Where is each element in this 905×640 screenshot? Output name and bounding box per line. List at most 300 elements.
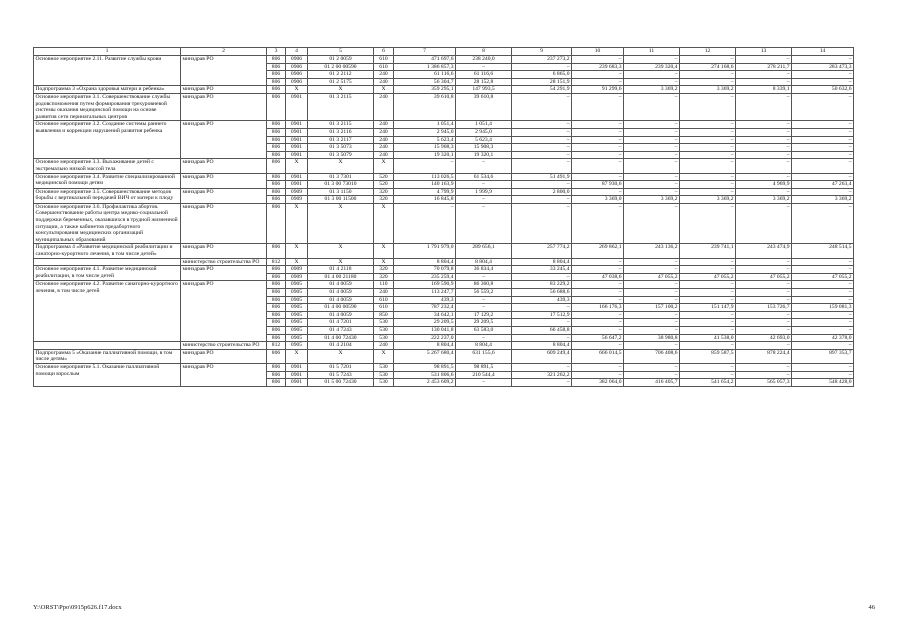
value-cell: – (736, 319, 792, 327)
value-cell: – (512, 203, 572, 244)
value-cell: 0901 (286, 144, 308, 152)
value-cell: 47 055,2 (680, 273, 736, 281)
value-cell: – (512, 363, 572, 371)
value-cell: – (680, 371, 736, 379)
value-cell: – (792, 289, 854, 297)
value-cell: 87 930,6 (572, 181, 624, 189)
value-cell: 110 (374, 281, 394, 289)
value-cell: – (456, 296, 512, 304)
value-cell: Х (374, 349, 394, 363)
value-cell: 8 804,4 (456, 342, 512, 350)
value-cell: – (394, 159, 456, 173)
value-cell: – (572, 296, 624, 304)
value-cell: 159 081,3 (792, 304, 854, 312)
executor-cell: минздрав РО (181, 363, 267, 386)
value-cell: – (456, 334, 512, 342)
value-cell: – (736, 258, 792, 266)
value-cell: – (624, 319, 680, 327)
value-cell: – (512, 63, 572, 71)
value-cell: Х (374, 86, 394, 94)
value-cell: 8 804,4 (512, 258, 572, 266)
value-cell: – (624, 281, 680, 289)
value-cell: – (512, 319, 572, 327)
program-name-cell: Основное мероприятие 5.1. Оказание паллиативной помощи взрослым (34, 363, 181, 386)
value-cell: – (792, 71, 854, 79)
value-cell: 520 (374, 173, 394, 181)
column-number-cell: 3 (267, 48, 286, 56)
budget-table (33, 47, 854, 387)
column-number-cell: 12 (680, 48, 736, 56)
value-cell: – (736, 281, 792, 289)
value-cell: 66 458,8 (512, 326, 572, 334)
value-cell: 610 (374, 56, 394, 64)
value-cell: 01 4 00 21180 (308, 273, 374, 281)
value-cell: 86 360,8 (456, 281, 512, 289)
value-cell: 147 993,5 (456, 86, 512, 94)
column-number-cell: 9 (512, 48, 572, 56)
value-cell: 01 5 7243 (308, 371, 374, 379)
value-cell: 8 339,1 (736, 86, 792, 94)
value-cell: 01 3 00 73010 (308, 181, 374, 189)
value-cell: 609 249,4 (512, 349, 572, 363)
value-cell: 01 4 2104 (308, 342, 374, 350)
value-cell: – (456, 273, 512, 281)
value-cell: – (624, 266, 680, 274)
value-cell: 806 (267, 159, 286, 173)
executor-cell: минздрав РО (181, 159, 267, 173)
value-cell: – (736, 289, 792, 297)
value-cell: – (792, 159, 854, 173)
value-cell: – (680, 173, 736, 181)
value-cell: 5 623,4 (394, 136, 456, 144)
table-row (34, 93, 854, 120)
value-cell: 2 945,0 (394, 128, 456, 136)
value-cell: – (512, 121, 572, 129)
value-cell: 83 229,2 (512, 281, 572, 289)
value-cell: – (736, 311, 792, 319)
value-cell: 806 (267, 181, 286, 189)
value-cell: – (624, 296, 680, 304)
value-cell: 240 (374, 78, 394, 86)
program-name-cell: Подпрограмма 3 «Охрана здоровья матери и ребенка» (34, 86, 181, 94)
value-cell: – (572, 363, 624, 371)
value-cell: 0905 (286, 342, 308, 350)
value-cell: 530 (374, 379, 394, 387)
value-cell: – (512, 93, 572, 120)
value-cell: Х (286, 244, 308, 258)
value-cell: 47 055,2 (624, 273, 680, 281)
value-cell: 806 (267, 379, 286, 387)
value-cell: – (792, 258, 854, 266)
value-cell: 541 654,2 (680, 379, 736, 387)
value-cell: 806 (267, 136, 286, 144)
value-cell: 320 (374, 188, 394, 196)
value-cell: – (792, 281, 854, 289)
value-cell: – (572, 258, 624, 266)
value-cell: 0905 (286, 296, 308, 304)
value-cell: – (572, 319, 624, 327)
value-cell: 240 (374, 71, 394, 79)
value-cell: 806 (267, 266, 286, 274)
value-cell: 530 (374, 319, 394, 327)
program-name-cell: Подпрограмма 5 «Оказание паллиативной помощи, в том числе детям» (34, 349, 181, 363)
value-cell: – (792, 371, 854, 379)
column-number-cell: 4 (286, 48, 308, 56)
value-cell: 806 (267, 326, 286, 334)
value-cell: 6 865,0 (512, 71, 572, 79)
value-cell: 0906 (286, 63, 308, 71)
value-cell: 98 891,5 (394, 363, 456, 371)
value-cell: 29 209,5 (456, 319, 512, 327)
column-number-cell: 6 (374, 48, 394, 56)
value-cell: 0909 (286, 273, 308, 281)
value-cell: 897 353,7 (792, 349, 854, 363)
value-cell: 01 4 7243 (308, 326, 374, 334)
value-cell: 3 369,2 (736, 196, 792, 204)
value-cell: – (680, 289, 736, 297)
value-cell: – (512, 136, 572, 144)
value-cell: 283 473,3 (792, 63, 854, 71)
value-cell: – (512, 181, 572, 189)
value-cell: 01 4 0059 (308, 296, 374, 304)
value-cell: 248 514,5 (792, 244, 854, 258)
value-cell: 806 (267, 304, 286, 312)
value-cell: – (736, 93, 792, 120)
value-cell: 610 (374, 304, 394, 312)
value-cell: – (572, 326, 624, 334)
value-cell: 15 908,3 (394, 144, 456, 152)
value-cell: 439,3 (394, 296, 456, 304)
value-cell: – (680, 266, 736, 274)
value-cell: – (792, 121, 854, 129)
value-cell: – (736, 136, 792, 144)
value-cell: 530 (374, 326, 394, 334)
value-cell: 91 299,6 (572, 86, 624, 94)
value-cell: 16 845,8 (394, 196, 456, 204)
value-cell: 1 051,4 (394, 121, 456, 129)
value-cell: 565 057,3 (736, 379, 792, 387)
value-cell: 41 538,0 (680, 334, 736, 342)
value-cell: – (624, 151, 680, 159)
value-cell: – (680, 71, 736, 79)
value-cell: – (792, 93, 854, 120)
column-number-cell: 2 (181, 48, 267, 56)
value-cell: 33 245,4 (512, 266, 572, 274)
value-cell: 274 168,6 (680, 63, 736, 71)
value-cell: 153 726,7 (736, 304, 792, 312)
value-cell: – (512, 273, 572, 281)
value-cell: 520 (374, 181, 394, 189)
value-cell: 2 453 609,2 (394, 379, 456, 387)
value-cell: 5 267 680,4 (394, 349, 456, 363)
value-cell: Х (286, 349, 308, 363)
value-cell: 51 491,9 (512, 173, 572, 181)
value-cell: 806 (267, 281, 286, 289)
executor-cell: минздрав РО (181, 244, 267, 258)
value-cell: – (680, 363, 736, 371)
value-cell: 806 (267, 289, 286, 297)
executor-cell: минздрав РО (181, 56, 267, 86)
value-cell: – (624, 289, 680, 297)
value-cell: – (572, 289, 624, 297)
value-cell: 787 232,4 (394, 304, 456, 312)
value-cell: 0901 (286, 363, 308, 371)
value-cell: – (736, 326, 792, 334)
value-cell: 34 642,1 (394, 311, 456, 319)
column-number-cell: 13 (736, 48, 792, 56)
value-cell: – (624, 363, 680, 371)
value-cell: – (572, 93, 624, 120)
value-cell: 382 064,0 (572, 379, 624, 387)
value-cell: 806 (267, 151, 286, 159)
value-cell: 806 (267, 311, 286, 319)
value-cell: Х (374, 258, 394, 266)
value-cell: – (572, 56, 624, 64)
value-cell: 530 (374, 371, 394, 379)
value-cell: – (736, 151, 792, 159)
value-cell: – (572, 159, 624, 173)
value-cell: – (736, 128, 792, 136)
value-cell: 666 014,5 (572, 349, 624, 363)
value-cell: – (624, 173, 680, 181)
value-cell: – (624, 203, 680, 244)
value-cell: 54 291,9 (512, 86, 572, 94)
value-cell: 28 152,8 (456, 78, 512, 86)
value-cell: Х (286, 159, 308, 173)
value-cell: 806 (267, 128, 286, 136)
value-cell: – (736, 266, 792, 274)
value-cell: 0905 (286, 334, 308, 342)
value-cell: 239 741,1 (680, 244, 736, 258)
value-cell: – (680, 121, 736, 129)
value-cell: 210 544,4 (456, 371, 512, 379)
value-cell: 269 862,1 (572, 244, 624, 258)
value-cell: – (572, 173, 624, 181)
value-cell: 4 969,9 (736, 181, 792, 189)
value-cell: 0901 (286, 379, 308, 387)
value-cell: 0901 (286, 371, 308, 379)
value-cell: Х (286, 86, 308, 94)
value-cell: 416 405,7 (624, 379, 680, 387)
value-cell: – (680, 258, 736, 266)
table-row (34, 281, 854, 289)
value-cell: – (736, 71, 792, 79)
value-cell: 01 4 0059 (308, 289, 374, 297)
file-path: Y:\ORST\Ppo\0915p626.f17.docx (33, 604, 122, 611)
value-cell: 61 534,6 (456, 173, 512, 181)
value-cell: – (456, 196, 512, 204)
program-name-cell: Основное мероприятие 3.3. Выхаживание детей с экстремально низкой массой тела (34, 159, 181, 173)
value-cell: – (512, 379, 572, 387)
value-cell: 01 3 00 11500 (308, 196, 374, 204)
value-cell: – (624, 121, 680, 129)
value-cell: – (572, 121, 624, 129)
value-cell: – (792, 188, 854, 196)
value-cell: Х (308, 349, 374, 363)
value-cell: 812 (267, 342, 286, 350)
value-cell: 19 320,1 (456, 151, 512, 159)
value-cell: 70 079,8 (394, 266, 456, 274)
value-cell: 806 (267, 371, 286, 379)
value-cell: Х (308, 159, 374, 173)
value-cell: 56 559,2 (456, 289, 512, 297)
value-cell: – (680, 159, 736, 173)
value-cell: – (624, 188, 680, 196)
value-cell: – (624, 144, 680, 152)
value-cell: 806 (267, 188, 286, 196)
value-cell: – (792, 363, 854, 371)
value-cell: 4 799,9 (394, 188, 456, 196)
value-cell: 47 038,6 (572, 273, 624, 281)
value-cell: 0901 (286, 93, 308, 120)
value-cell: – (572, 136, 624, 144)
value-cell: 0906 (286, 56, 308, 64)
value-cell: 0909 (286, 196, 308, 204)
value-cell: 610 (374, 63, 394, 71)
value-cell: 01 2 0059 (308, 56, 374, 64)
value-cell: Х (308, 203, 374, 244)
value-cell: – (736, 188, 792, 196)
value-cell: – (792, 78, 854, 86)
table-row (34, 266, 854, 274)
value-cell: – (680, 311, 736, 319)
value-cell: – (792, 173, 854, 181)
value-cell: 01 3 2117 (308, 136, 374, 144)
value-cell: – (792, 296, 854, 304)
value-cell: – (572, 203, 624, 244)
value-cell: – (624, 371, 680, 379)
value-cell: – (624, 258, 680, 266)
value-cell: – (736, 342, 792, 350)
value-cell: – (456, 304, 512, 312)
value-cell: – (680, 203, 736, 244)
value-cell: 240 (374, 151, 394, 159)
program-name-cell: Основное мероприятие 4.2. Развитие санаторно-курортного лечения, в том числе детей (34, 281, 181, 342)
value-cell: 61 116,6 (394, 71, 456, 79)
value-cell: 806 (267, 196, 286, 204)
value-cell: 63 583,0 (456, 326, 512, 334)
value-cell: 240 (374, 342, 394, 350)
table-row (34, 188, 854, 196)
value-cell: 39 610,8 (394, 93, 456, 120)
value-cell: 01 4 2118 (308, 266, 374, 274)
value-cell: – (680, 342, 736, 350)
value-cell: – (456, 203, 512, 244)
value-cell: 548 428,0 (792, 379, 854, 387)
value-cell: Х (286, 203, 308, 244)
value-cell: 0905 (286, 289, 308, 297)
value-cell: 806 (267, 93, 286, 120)
value-cell: 61 116,6 (456, 71, 512, 79)
value-cell: 0905 (286, 281, 308, 289)
value-cell: 2 945,0 (456, 128, 512, 136)
value-cell: 01 5 00 72430 (308, 379, 374, 387)
executor-cell: минздрав РО (181, 188, 267, 203)
value-cell: 806 (267, 78, 286, 86)
value-cell: 0905 (286, 311, 308, 319)
value-cell: – (572, 188, 624, 196)
value-cell: 8 804,4 (512, 342, 572, 350)
value-cell: 471 697,6 (394, 56, 456, 64)
value-cell: 3 369,0 (572, 196, 624, 204)
value-cell: – (792, 319, 854, 327)
value-cell: 2 800,0 (512, 188, 572, 196)
value-cell: – (680, 181, 736, 189)
column-number-cell: 1 (34, 48, 181, 56)
table-row (34, 173, 854, 181)
value-cell: – (792, 311, 854, 319)
column-number-cell: 14 (792, 48, 854, 56)
value-cell: Х (308, 86, 374, 94)
value-cell: 8 804,4 (394, 342, 456, 350)
value-cell: 806 (267, 71, 286, 79)
program-name-cell: Основное мероприятие 3.2. Создание системы раннего выявления и коррекции нарушений развития ребенка (34, 121, 181, 159)
value-cell: 240 (374, 121, 394, 129)
value-cell: – (624, 93, 680, 120)
value-cell: – (792, 342, 854, 350)
value-cell: 439,3 (512, 296, 572, 304)
value-cell: – (792, 56, 854, 64)
value-cell: 01 3 2115 (308, 93, 374, 120)
page-number: 46 (868, 604, 875, 611)
value-cell: – (512, 334, 572, 342)
value-cell: 01 4 00 72430 (308, 334, 374, 342)
value-cell: 01 2 5175 (308, 78, 374, 86)
value-cell: – (624, 181, 680, 189)
value-cell: 01 3 7301 (308, 173, 374, 181)
value-cell: 56 304,7 (394, 78, 456, 86)
value-cell: 1 999,9 (456, 188, 512, 196)
value-cell: Х (308, 244, 374, 258)
value-cell: 56 688,6 (512, 289, 572, 297)
value-cell: 01 4 0059 (308, 281, 374, 289)
executor-cell: минздрав РО (181, 173, 267, 188)
value-cell: 5 623,4 (456, 136, 512, 144)
value-cell: 238 240,0 (456, 56, 512, 64)
value-cell: 130 041,8 (394, 326, 456, 334)
value-cell: – (792, 136, 854, 144)
value-cell: 01 3 2115 (308, 121, 374, 129)
value-cell: – (736, 363, 792, 371)
value-cell: – (680, 281, 736, 289)
column-number-row (34, 48, 854, 56)
value-cell: 50 632,6 (792, 86, 854, 94)
value-cell: Х (308, 258, 374, 266)
value-cell: 113 247,7 (394, 289, 456, 297)
table-row (34, 363, 854, 371)
value-cell: 631 155,6 (456, 349, 512, 363)
value-cell: 157 100,2 (624, 304, 680, 312)
value-cell: 169 590,9 (394, 281, 456, 289)
program-name-cell: Основное мероприятие 3.4. Развитие специализированной медицинской помощи детям (34, 173, 181, 188)
executor-cell: министерство строительства РО (181, 342, 267, 350)
value-cell: 1 791 979,0 (394, 244, 456, 258)
value-cell: – (680, 319, 736, 327)
value-cell: – (736, 78, 792, 86)
value-cell: 806 (267, 319, 286, 327)
value-cell: 0905 (286, 304, 308, 312)
value-cell: 01 4 7201 (308, 319, 374, 327)
value-cell: 98 891,5 (456, 363, 512, 371)
value-cell: 806 (267, 363, 286, 371)
column-number-cell: 11 (624, 48, 680, 56)
value-cell: – (792, 151, 854, 159)
value-cell: – (512, 159, 572, 173)
value-cell: – (680, 151, 736, 159)
value-cell: 01 3 1150 (308, 188, 374, 196)
value-cell: – (572, 342, 624, 350)
value-cell: 42 378,0 (792, 334, 854, 342)
